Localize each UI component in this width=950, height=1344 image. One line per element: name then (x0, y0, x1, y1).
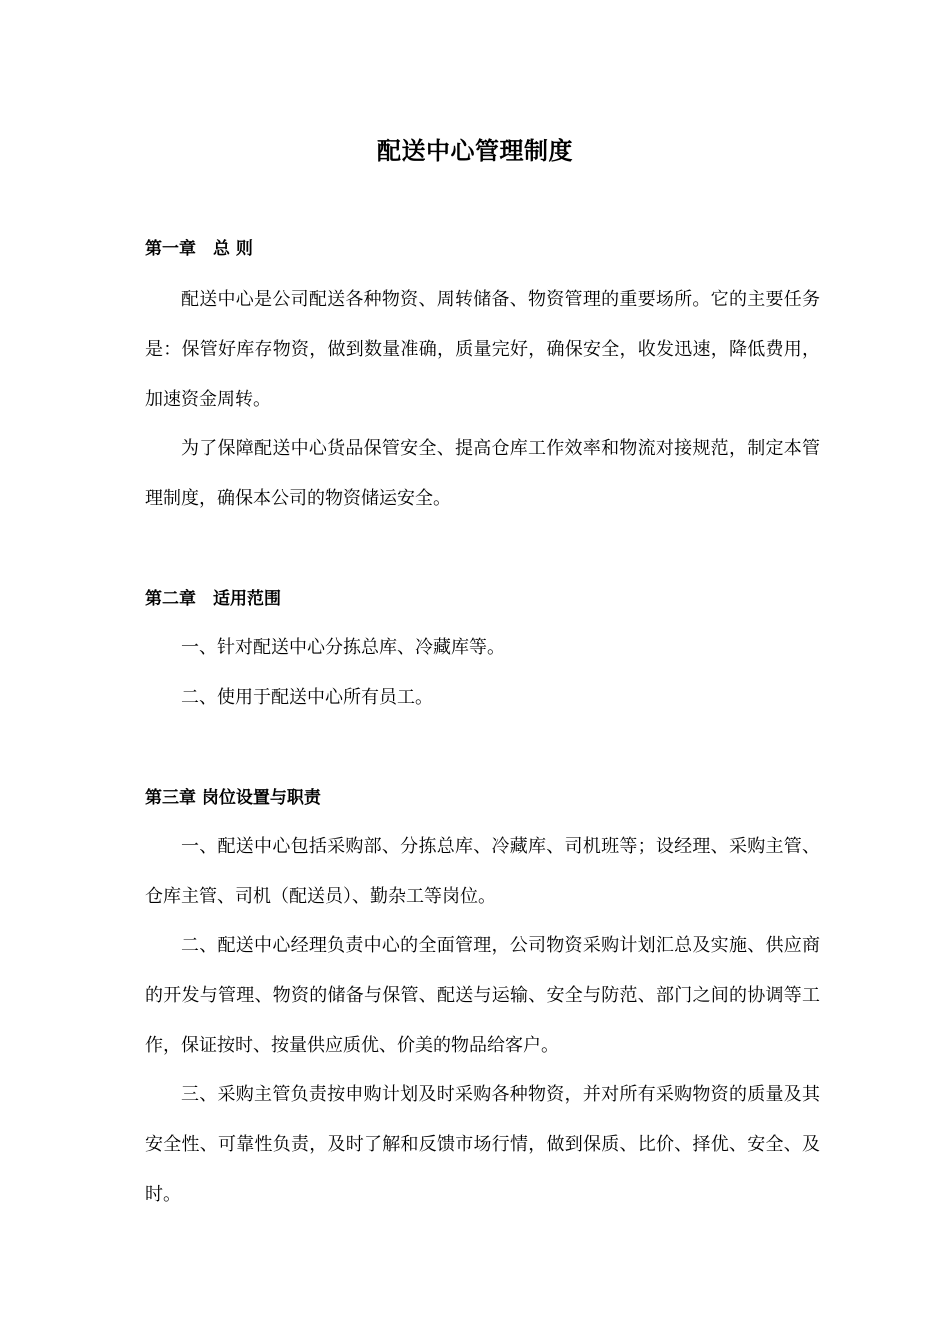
chapter-2-heading: 第二章 适用范围 (145, 589, 281, 609)
chapter-3-paragraph-2: 二、配送中心经理负责中心的全面管理，公司物资采购计划汇总及实施、供应商的开发与管理、物资的储备与保管、配送与运输、安全与防范、部门之间的协调等工作，保证按时、按量供应质优、价美的物品给客户。 (145, 935, 820, 1056)
chapter-2-paragraph-1: 一、针对配送中心分拣总库、冷藏库等。 (181, 637, 505, 658)
chapter-1-heading: 第一章 总 则 (145, 239, 253, 259)
document-title: 配送中心管理制度 (377, 137, 573, 165)
chapter-2-paragraph-2: 二、使用于配送中心所有员工。 (181, 687, 433, 708)
chapter-3-heading: 第三章 岗位设置与职责 (145, 788, 321, 808)
chapter-1-paragraph-1: 配送中心是公司配送各种物资、周转储备、物资管理的重要场所。它的主要任务是：保管好库存物资，做到数量准确，质量完好，确保安全，收发迅速，降低费用，加速资金周转。 (145, 289, 820, 410)
chapter-3-paragraph-1: 一、配送中心包括采购部、分拣总库、冷藏库、司机班等；设经理、采购主管、仓库主管、司机（配送员）、勤杂工等岗位。 (145, 836, 820, 907)
chapter-1-paragraph-2: 为了保障配送中心货品保管安全、提高仓库工作效率和物流对接规范，制定本管理制度，确保本公司的物资储运安全。 (145, 438, 820, 509)
chapter-3-paragraph-3: 三、采购主管负责按申购计划及时采购各种物资，并对所有采购物资的质量及其安全性、可靠性负责，及时了解和反馈市场行情，做到保质、比价、择优、安全、及时。 (145, 1084, 820, 1205)
